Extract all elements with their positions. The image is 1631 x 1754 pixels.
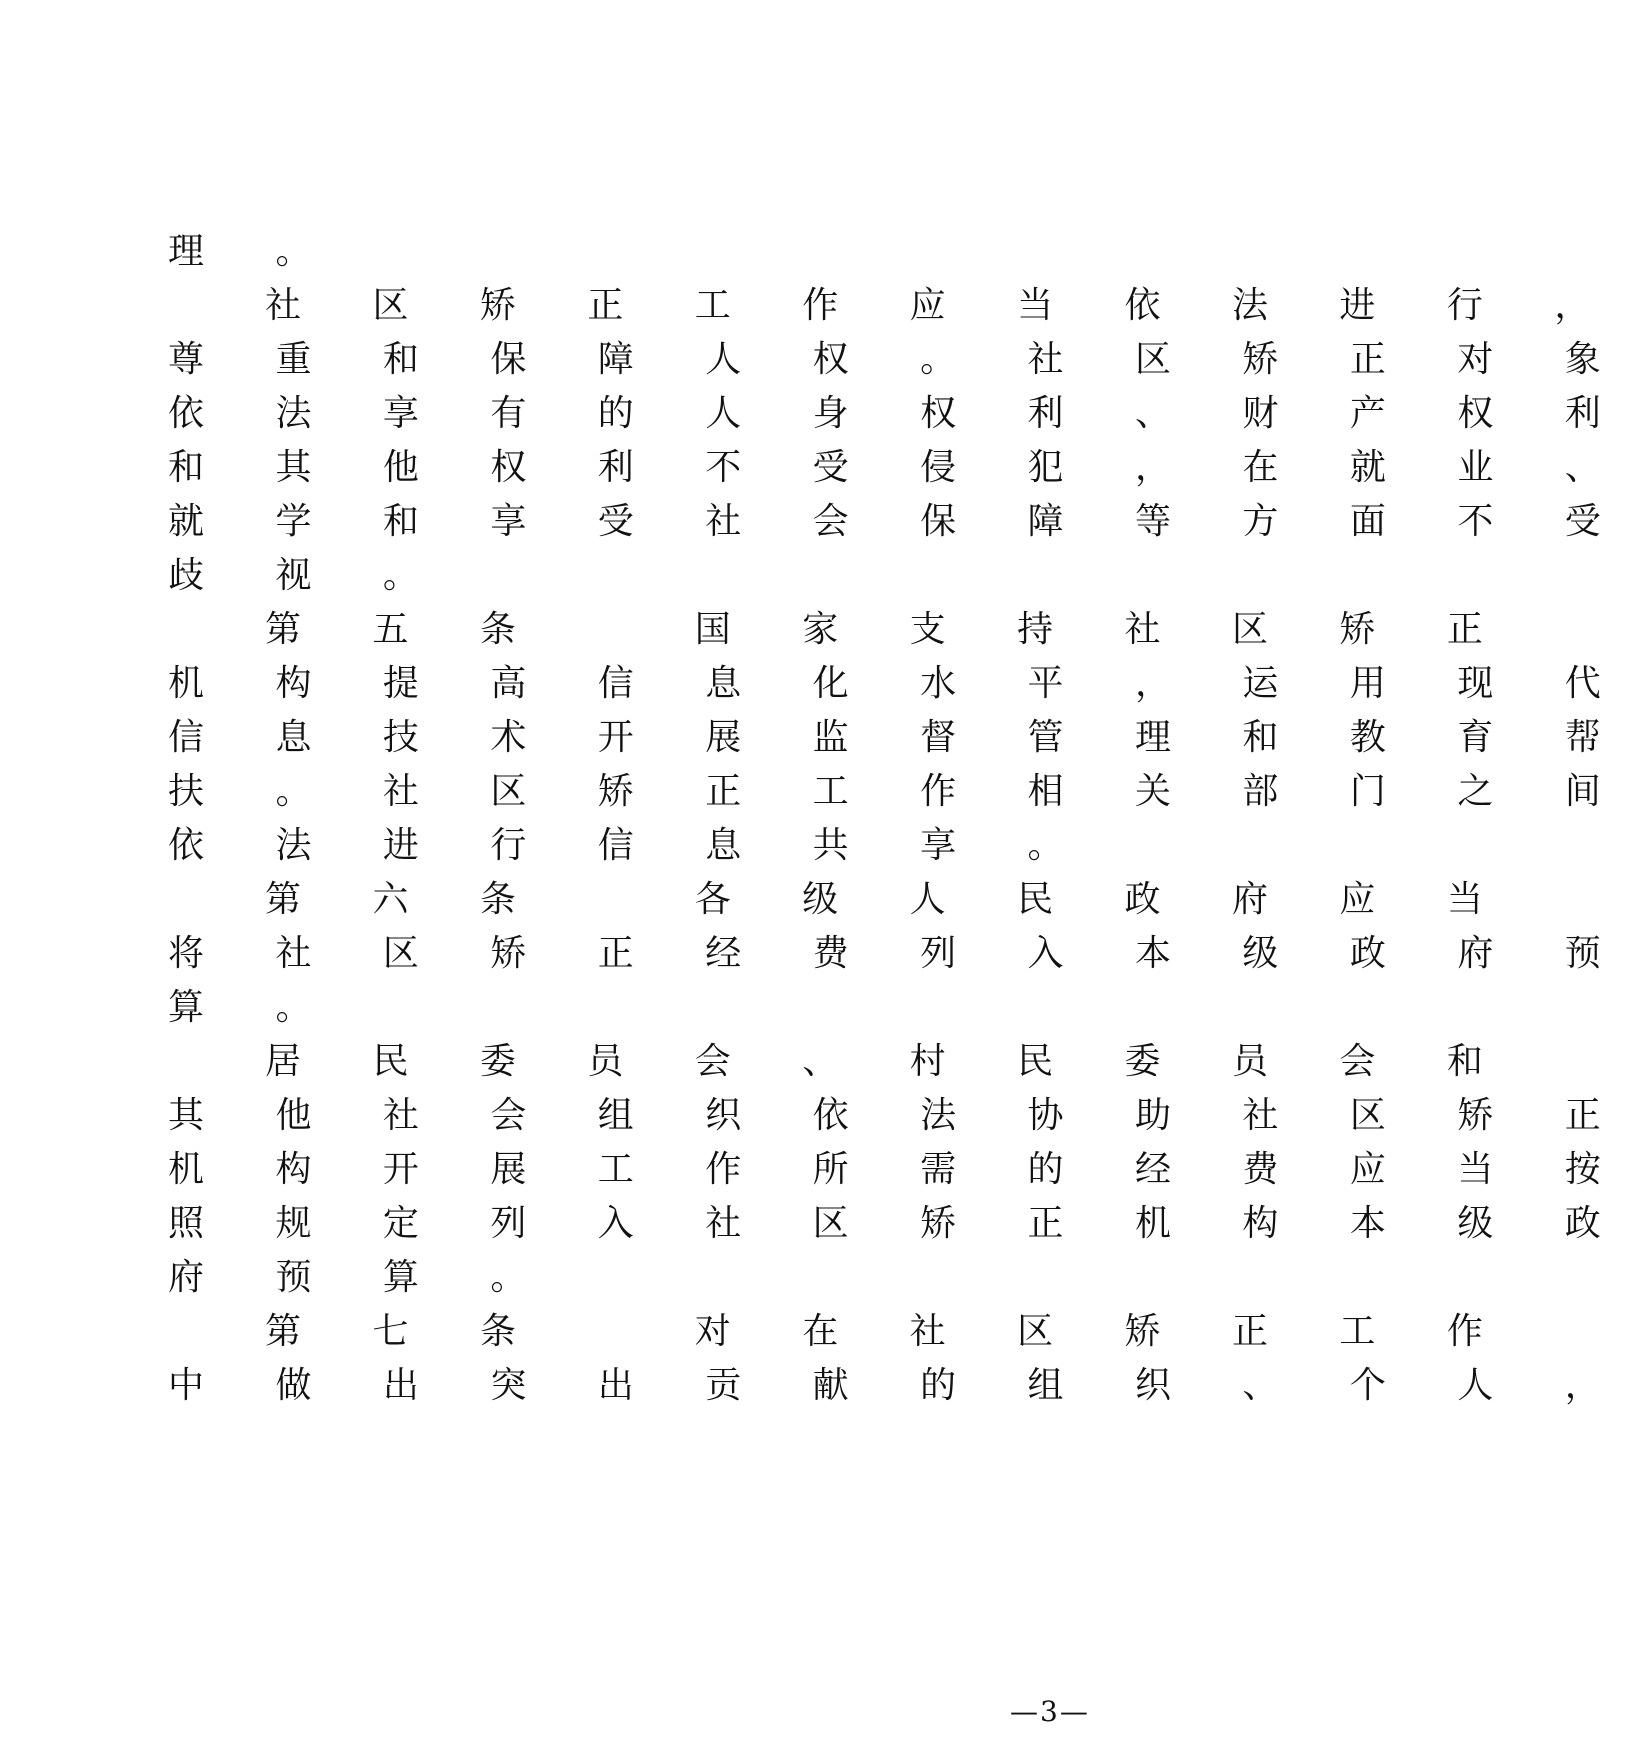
page-number: —3— [1010,1695,1090,1728]
text-line: 依 法 享 有 的 人 身 权 利 、 财 产 权 利 [168,393,1631,434]
text-line: 居 民 委 员 会 、 村 民 委 员 会 和 [265,1041,1513,1082]
text-line: 理 。 [168,231,342,272]
text-line: 信 息 技 术 开 展 监 督 管 理 和 教 育 帮 [168,717,1631,758]
text-line: 机 构 开 展 工 作 所 需 的 经 费 应 当 按 [168,1149,1631,1190]
text-line: 尊 重 和 保 障 人 权 。 社 区 矫 正 对 象 [168,339,1631,380]
text-line: 社 区 矫 正 工 作 应 当 依 法 进 行 ， [265,285,1621,326]
text-line: 依 法 进 行 信 息 共 享 。 [168,825,1094,866]
text-line: 照 规 定 列 入 社 区 矫 正 机 构 本 级 政 [168,1203,1631,1244]
text-line: 中 做 出 突 出 贡 献 的 组 织 、 个 人 ， [168,1365,1631,1406]
text-line: 算 。 [168,987,342,1028]
text-line: 将 社 区 矫 正 经 费 列 入 本 级 政 府 预 [168,933,1631,974]
text-line: 府 预 算 。 [168,1257,557,1298]
text-line: 扶 。 社 区 矫 正 工 作 相 关 部 门 之 间 [168,771,1631,812]
text-line: 其 他 社 会 组 织 依 法 协 助 社 区 矫 正 [168,1095,1631,1136]
article-heading-line: 第 六 条 各 级 人 民 政 府 应 当 [265,879,1513,920]
text-line: 就 学 和 享 受 社 会 保 障 等 方 面 不 受 [168,501,1631,542]
article-heading-line: 第 七 条 对 在 社 区 矫 正 工 作 [265,1311,1513,1352]
text-line: 歧 视 。 [168,555,449,596]
article-heading-line: 第 五 条 国 家 支 持 社 区 矫 正 [265,609,1513,650]
text-line: 机 构 提 高 信 息 化 水 平 ， 运 用 现 代 [168,663,1631,704]
text-line: 和 其 他 权 利 不 受 侵 犯 ， 在 就 业 、 [168,447,1631,488]
